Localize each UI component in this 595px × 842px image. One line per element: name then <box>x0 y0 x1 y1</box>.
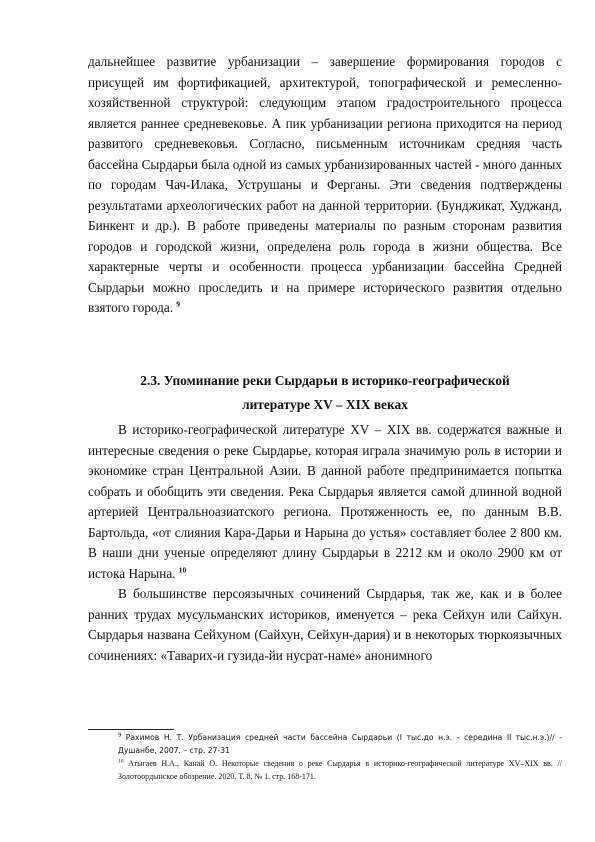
footnote-10 <box>118 757 562 783</box>
footnote-9-text-part2: тыс.н.э.)// - Душанбе, 2007. – стр. 27-31 <box>118 733 562 755</box>
section-heading <box>88 369 562 417</box>
section-heading-line-2: литературе XV – XIX веках <box>242 397 408 412</box>
footnote-ref-10: 10 <box>178 565 187 575</box>
footnotes <box>118 731 562 783</box>
paragraph-1 <box>88 52 562 319</box>
footnote-9-mark: 9 <box>118 732 122 739</box>
footnote-ref-9: 9 <box>176 299 181 309</box>
paragraph-3: В большинстве персоязычных сочинений Сырдарья, так же, как и в более ранних трудах мусульманских историков, именуется – река Сейхун или Сайхун. Сырдарья названа Сейхуном (Сайхун, Сейхун-дария) и в некоторых тюркоязычных сочинениях: «Таварих-и гузида-йи нусрат-наме» анонимного <box>88 586 562 663</box>
footnote-10-text: Атыгаев Н.А., Канай О. Некоторые сведения о реке Сырдарья в историко-географической литературе XV–XIX вв. // Золотоордынское обозрение. 2020. Т. 8, № 1. стр. 168-171. <box>118 759 562 781</box>
footnote-separator <box>88 729 174 730</box>
paragraph-1-text: дальнейшее развитие урбанизации – завершение формирования городов с присущей им фортификацией, архитектурой, топографической и ремесленно-хозяйственной структурой: следующим этапом градостроительного процесса является раннее средневековье. А пик урбанизации региона приходится на период развитого средневековья. Согласно, письменным источникам средняя часть бассейна Сырдарьи была одной из самых урбанизированных частей - много данных по городам Чач-Илака, Уструшаны и Ферганы. Эти сведения подтверждены результатами археологических работ на данной территории. (Бунджикат, Худжанд, Бинкент и др.). В работе приведены материалы по разным сторонам развития городов и городской жизни, определена роль города в жизни общества. Все характерные черты и особенности процесса урбанизации бассейна Средней Сырдарьи можно проследить и на примере исторического развития отдельно взятого города. <box>88 54 562 315</box>
paragraph-2-text: В историко-географической литературе XV – XIX вв. содержатся важные и интересные сведения о реке Сырдарье, которая играла значимую роль в истории и экономике стран Центральной Азии. В данной работе предпринимается попытка собрать и обобщить эти сведения. Река Сырдарья является самой длинной водной артерией Центральноазиатского региона. Протяженность ее, по данным В.В. Бартольда, «от слияния Кара-Дарьи и Нарына до устья» составляет более 2 800 км. В наши дни ученые определяют длину Сырдарьи в 2212 км и около 2900 км от истока Нарына. <box>88 422 562 581</box>
body-text-lower <box>88 420 562 666</box>
section-heading-line-1: 2.3. Упоминание реки Сырдарьи в историко-географической <box>140 373 510 388</box>
paragraph-2 <box>88 420 562 584</box>
footnote-9 <box>118 731 562 757</box>
body-text-upper <box>88 52 562 319</box>
footnote-10-mark: 10 <box>118 758 124 765</box>
footnote-9-text-part1: Рахимов Н. Т. Урбанизация средней части бассейна Сырдарьи (I тыс.до н.э. - середина II <box>125 733 512 742</box>
